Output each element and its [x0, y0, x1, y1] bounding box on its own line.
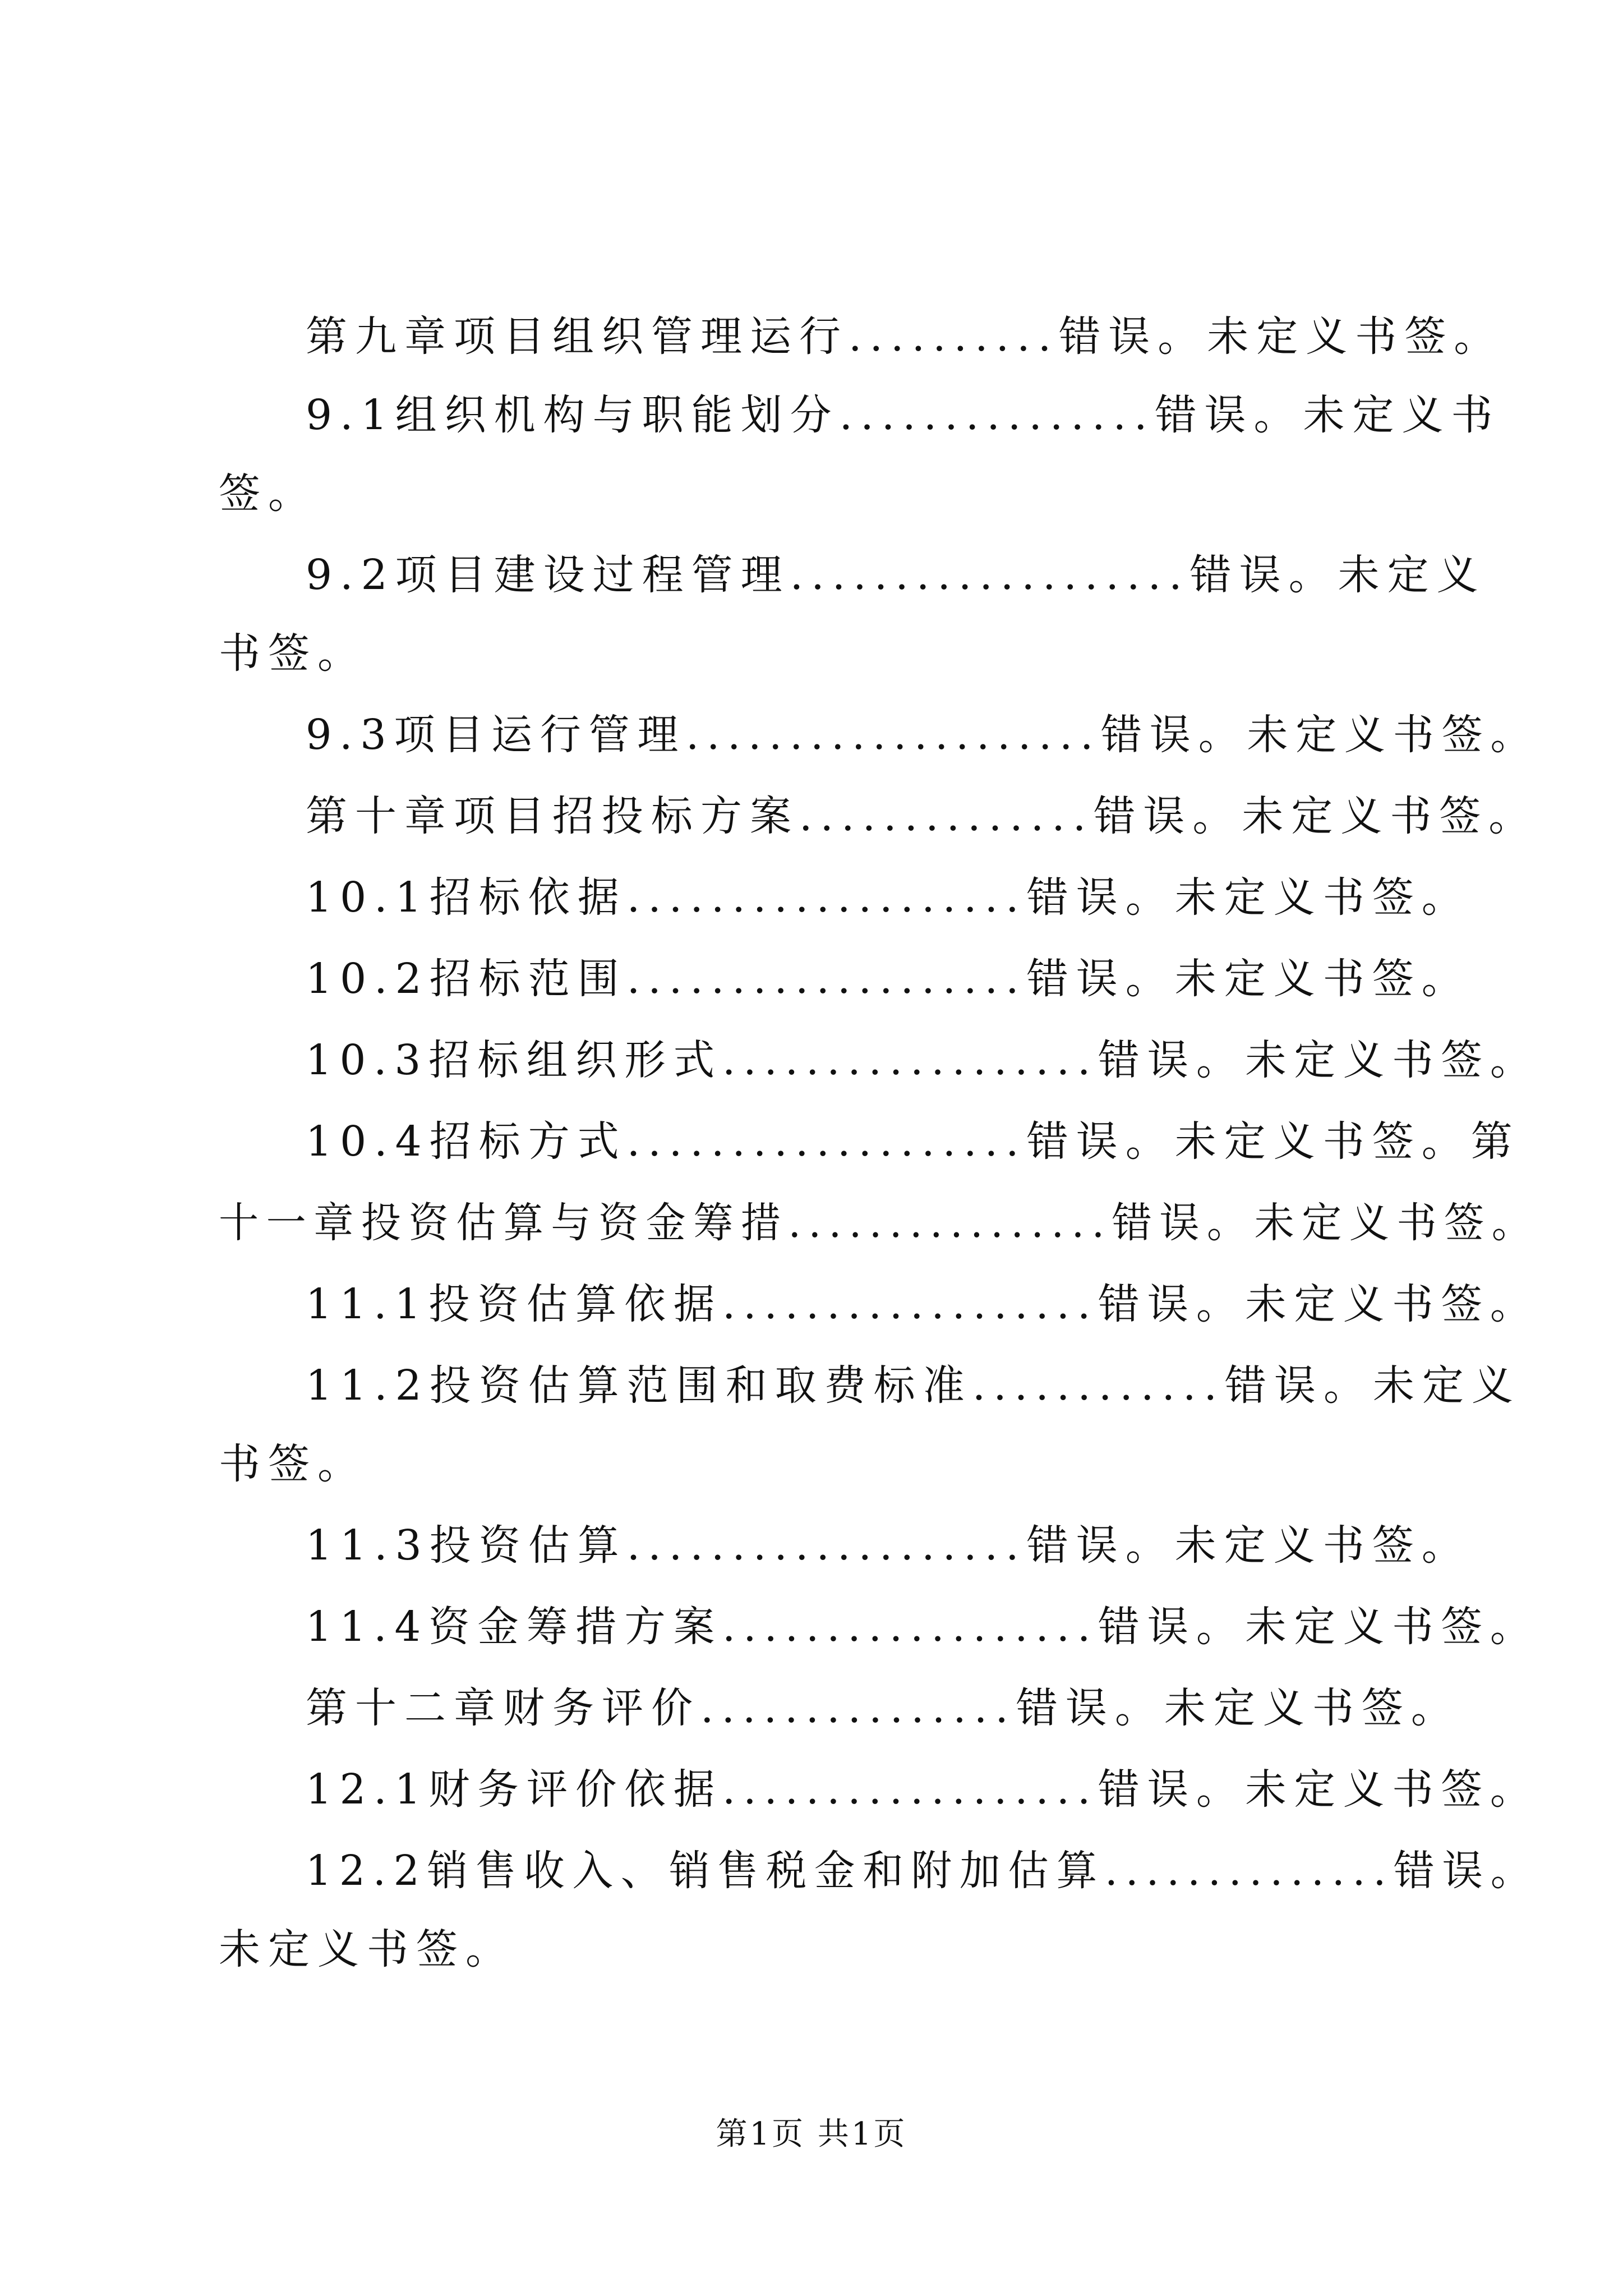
toc-entry-11-3: 11.3投资估算...................错误。未定义书签。 — [306, 1521, 1471, 1570]
toc-entry-chapter-11: 十一章投资估算与资金筹措................错误。未定义书签。 — [219, 1199, 1539, 1247]
toc-entry-10-3: 10.3招标组织形式..................错误。未定义书签。 — [306, 1036, 1539, 1084]
toc-entry-9-1-continued: 签。 — [219, 470, 317, 518]
toc-entry-9-3: 9.3项目运行管理....................错误。未定义书签。 — [306, 711, 1539, 759]
toc-entry-11-1: 11.1投资估算依据..................错误。未定义书签。 — [306, 1280, 1539, 1328]
toc-entry-chapter-9: 第九章项目组织管理运行..........错误。未定义书签。 — [306, 312, 1504, 361]
toc-entry-9-2: 9.2项目建设过程管理...................错误。未定义 — [306, 551, 1486, 599]
toc-entry-chapter-12: 第十二章财务评价...............错误。未定义书签。 — [306, 1684, 1460, 1732]
toc-entry-10-2: 10.2招标范围...................错误。未定义书签。 — [306, 955, 1471, 1003]
page-number-footer: 第1页 共1页 — [716, 2116, 907, 2152]
toc-entry-11-2-continued: 书签。 — [219, 1440, 367, 1488]
toc-entry-12-2-continued: 未定义书签。 — [219, 1925, 515, 1973]
toc-entry-9-1: 9.1组织机构与职能划分...............错误。未定义书 — [306, 391, 1501, 439]
toc-entry-12-1: 12.1财务评价依据..................错误。未定义书签。 — [306, 1765, 1539, 1814]
toc-entry-12-2: 12.2销售收入、销售税金和附加估算..............错误。 — [306, 1847, 1539, 1895]
toc-entry-10-4: 10.4招标方式...................错误。未定义书签。第 — [306, 1117, 1520, 1166]
toc-entry-11-2: 11.2投资估算范围和取费标准............错误。未定义 — [306, 1361, 1521, 1410]
toc-entry-9-2-continued: 书签。 — [219, 629, 367, 678]
toc-entry-10-1: 10.1招标依据...................错误。未定义书签。 — [306, 873, 1471, 922]
toc-entry-11-4: 11.4资金筹措方案..................错误。未定义书签。 — [306, 1603, 1539, 1651]
toc-entry-chapter-10: 第十章项目招投标方案..............错误。未定义书签。 — [306, 792, 1538, 840]
